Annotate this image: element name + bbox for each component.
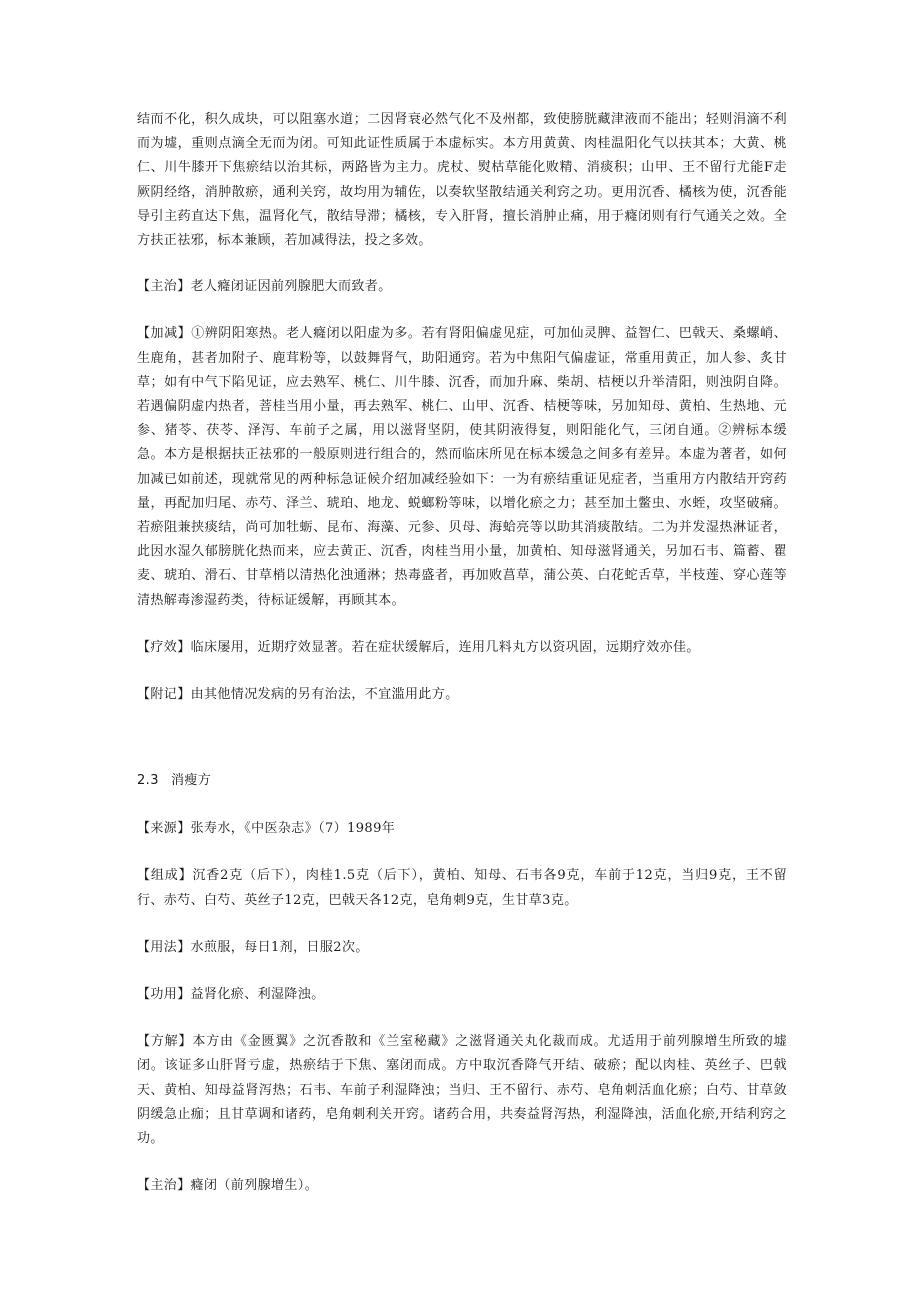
paragraph-text: 张寿水，《中医杂志》（7）1989年: [190, 821, 396, 837]
paragraph-text: 老人癃闭证因前列腺肥大而致者。: [190, 279, 392, 295]
paragraph-tag: 【主治】: [137, 279, 191, 295]
paragraph-usage: [137, 936, 787, 960]
paragraph-text: 由其他情况发病的另有治法，不宜滥用此方。: [190, 687, 459, 703]
paragraph-note: [137, 683, 787, 707]
paragraph-text: 本方由《金匮翼》之沉香散和《兰室秘藏》之滋肾通关丸化裁而成。尤适用于前列腺增生所致的墟闭。该证多山肝肾亏虚，热瘀结于下焦、塞闭而成。方中取沉香降气开结、破瘀；配以肉桂、英丝子、巴戟天、黄柏、知母益肾泻热；石韦、车前子利湿降浊；当归、王不留行、赤芍、皂角刺活血化瘀；白芍、甘草敛阴缓急止痂；且甘草调和诸药，皂角刺利关开窍。诸药合用，共奏益肾泻热，利湿降浊，活血化瘀,开结利窍之功。: [137, 1034, 787, 1147]
paragraph-tag: 【加减】: [137, 326, 192, 342]
paragraph-efficacy: [137, 636, 787, 660]
document-page: [137, 108, 787, 1222]
paragraph-modifications: [137, 322, 787, 612]
paragraph-text: 益肾化瘀、利湿降浊。: [190, 987, 325, 1003]
paragraph-tag: 【功用】: [137, 987, 191, 1003]
paragraph-tag: 【主治】: [137, 1178, 191, 1194]
section-title: 消瘦方: [171, 773, 212, 789]
paragraph-text: 结而不化，积久成块，可以阻塞水道；二因肾衰必然气化不及州都，致使膀胱藏津液而不能出；轻则涓滴不利而为墟，重则点滴全无而为闭。可知此证性质属于本虚标实。本方用黄黄、肉桂温阳化气以扶其本；大黄、桃仁、川牛膝开下焦瘀结以治其标，两路皆为主力。虎杖、熨枯草能化败精、消痰积；山甲、王不留行尤能F走厥阴经络，消肿散瘀，通利关窍，故均用为辅佐，以奏软坚散结通关利窍之功。更用沉香、橘核为使，沉香能导引主药直达下焦，温肾化气，散结导滞；橘核，专入肝肾，擅长消肿止痛，用于癃闭则有行气通关之效。全方扶正祛邪，标本兼顾，若加减得法，投之多效。: [137, 112, 787, 249]
paragraph-continuation: [137, 108, 787, 253]
paragraph-composition: [137, 864, 787, 912]
paragraph-tag: 【疗效】: [137, 639, 191, 655]
paragraph-formula-explanation: [137, 1030, 787, 1151]
paragraph-function: [137, 983, 787, 1007]
paragraph-tag: 【方解】: [137, 1034, 193, 1050]
paragraph-text: 癃闭（前列腺增生）。: [190, 1178, 319, 1194]
section-number: 2.3: [137, 773, 159, 789]
paragraph-indications: [137, 275, 787, 299]
paragraph-tag: 【附记】: [137, 687, 191, 703]
paragraph-tag: 【用法】: [137, 939, 191, 955]
paragraph-indications-2: [137, 1174, 787, 1198]
paragraph-text: 沉香2克（后下），肉桂1.5克（后下），黄柏、知母、石韦各9克，车前于12克，当归9克，王不留行、赤芍、白芍、英丝子12克，巴戟天各12克，皂角刺9克，生甘草3克。: [137, 868, 787, 908]
section-heading: [137, 769, 787, 793]
paragraph-source: [137, 817, 787, 841]
paragraph-text: ①辨阴阳寒热。老人癃闭以阳虚为多。若有肾阳偏虚见症，可加仙灵脾、益智仁、巴戟天、桑螺峭、生鹿角，甚者加附子、鹿茸粉等，以鼓舞肾气，助阳通窍。若为中焦阳气偏虚证，常重用黄正，加人参、炙甘草；如有中气下陷见证，应去熟军、桃仁、川牛膝、沉香，而加升麻、柴胡、桔梗以升举清阳，则浊阴自降。若遇偏阴虚内热者，菩桂当用小量，再去熟军、桃仁、山甲、沉香、桔梗等味，另加知母、黄柏、生热地、元参、猪苓、茯苓、泽泻、车前子之属，用以滋肾坚阴，使其阴液得复，则阳能化气，三闭自通。②辨标本缓急。本方是根据扶正祛邪的一般原则进行组合的，然而临床所见在标本缓急之间多有差异。本虚为著者，如何加减已如前述，现就常见的两种标急证候介绍加减经验如下：一为有瘀结重证见症者，当重用方内散结开窍药量，再配加归尾、赤芍、泽兰、琥珀、地龙、蜕螂粉等味，以增化瘀之力；甚至加土鳖虫、水蛭，攻坚破痛。若瘀阻兼挟痰结，尚可加牡蛎、昆布、海藻、元参、贝母、海蛤亮等以助其消痰散结。二为并发湿热淋证者，此因水湿久郁膀胱化热而来，应去黄正、沉香，肉桂当用小量，加黄柏、知母滋肾通关，另加石韦、篇蓄、瞿麦、琥珀、滑石、甘草梢以清热化浊通淋；热毒盛者，再加败菖草，蒲公英、白花蛇舌草，半枝莲、穿心莲等清热解毒渗湿药类，待标证缓解，再顾其本。: [137, 326, 787, 608]
paragraph-tag: 【来源】: [137, 821, 191, 837]
paragraph-text: 水煎服，每日1剂，日服2次。: [190, 939, 369, 955]
paragraph-tag: 【组成】: [137, 868, 193, 884]
paragraph-text: 临床屡用，近期疗效显著。若在症状缓解后，连用几料丸方以资巩固，远期疗效亦佳。: [190, 639, 700, 655]
